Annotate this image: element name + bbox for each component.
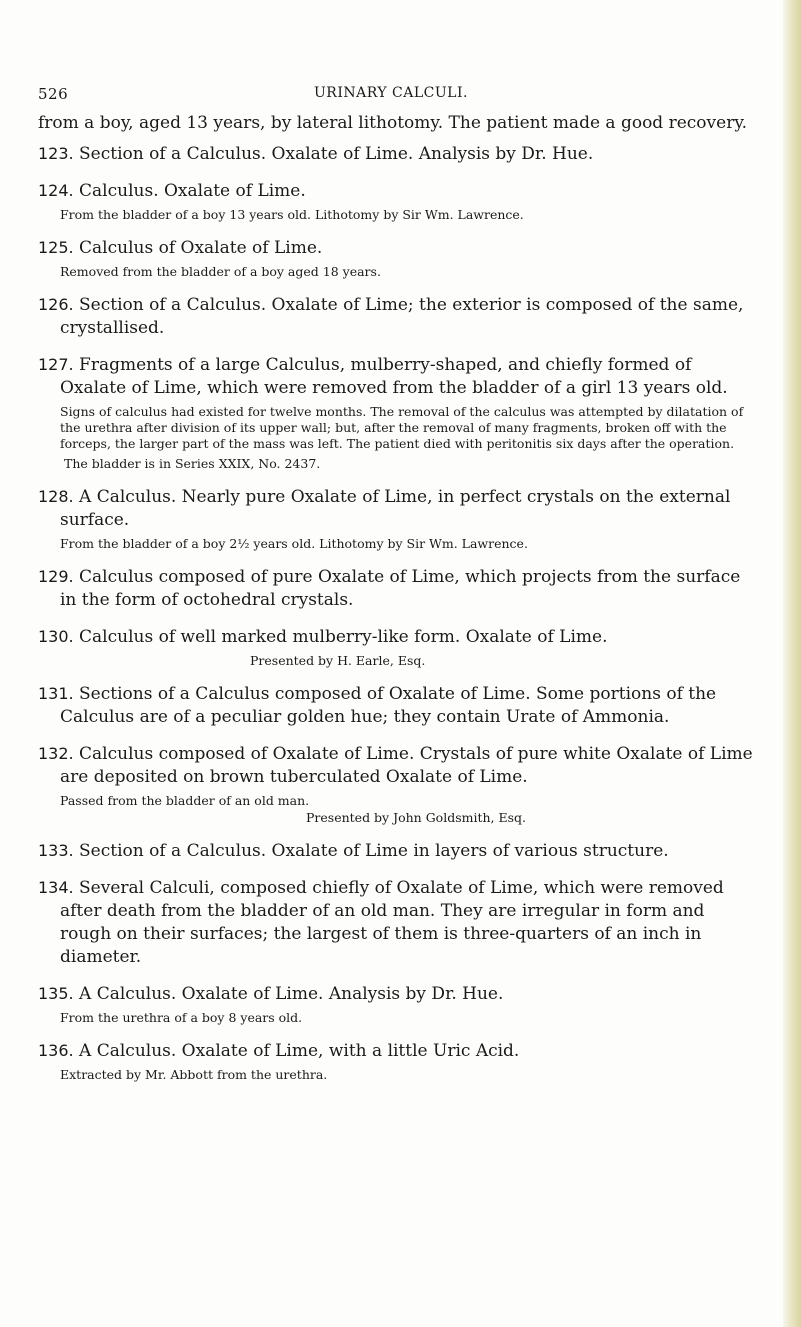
entry-note: Presented by John Goldsmith, Esq.: [306, 810, 527, 825]
entry-number: 130.: [38, 627, 74, 646]
catalogue-entry-127: [38, 353, 760, 472]
entry-number: 133.: [38, 841, 74, 860]
running-title: URINARY CALCULI.: [314, 85, 468, 101]
entry-note: From the bladder of a boy 2½ years old. Lithotomy by Sir Wm. Lawrence.: [60, 536, 528, 551]
entry-text: Several Calculi, composed chiefly of Oxalate of Lime, which were removed after death from the bladder of an old man. They are irregular in form and rough on their surfaces; the largest of them is three-quarters of an inch in diameter.: [60, 878, 724, 967]
entry-number: 127.: [38, 355, 74, 374]
entry-note: From the bladder of a boy 13 years old. Lithotomy by Sir Wm. Lawrence.: [60, 207, 524, 222]
catalogue-entry-128: [38, 485, 760, 552]
entry-number: 131.: [38, 684, 74, 703]
catalogue-entry-131: [38, 682, 760, 729]
entry-text: A Calculus. Oxalate of Lime. Analysis by Dr. Hue.: [79, 984, 504, 1004]
entry-note: Removed from the bladder of a boy aged 18 years.: [60, 264, 381, 279]
entry-number: 128.: [38, 487, 74, 506]
entry-note: Presented by H. Earle, Esq.: [250, 653, 426, 668]
entry-text: Fragments of a large Calculus, mulberry-shaped, and chiefly formed of Oxalate of Lime, which were removed from the bladder of a girl 13 years old.: [60, 355, 728, 398]
entry-text: Sections of a Calculus composed of Oxalate of Lime. Some portions of the Calculus are of a peculiar golden hue; they contain Urate of Ammonia.: [60, 684, 717, 727]
entry-number: 125.: [38, 238, 74, 257]
entry-note: The bladder is in Series XXIX, No. 2437.: [64, 456, 321, 471]
entry-number: 134.: [38, 878, 74, 897]
entry-number: 123.: [38, 144, 74, 163]
entry-text: Section of a Calculus. Oxalate of Lime in layers of various structure.: [79, 841, 669, 861]
entry-note: From the urethra of a boy 8 years old.: [60, 1010, 303, 1025]
entry-text: A Calculus. Nearly pure Oxalate of Lime, in perfect crystals on the external surface.: [60, 487, 731, 530]
entry-text: Calculus of well marked mulberry-like form. Oxalate of Lime.: [79, 627, 608, 647]
catalogue-entry-134: [38, 876, 760, 969]
page-body: [38, 112, 760, 1096]
page-number: 526: [38, 85, 69, 103]
catalogue-entry-123: [38, 142, 760, 166]
entry-text: Section of a Calculus. Oxalate of Lime; the exterior is composed of the same, crystallised.: [60, 295, 744, 338]
catalogue-entry-135: [38, 982, 760, 1026]
entry-note: Passed from the bladder of an old man.: [60, 793, 310, 808]
entry-text: Calculus. Oxalate of Lime.: [79, 181, 306, 201]
entry-text: Calculus composed of Oxalate of Lime. Crystals of pure white Oxalate of Lime are deposited on brown tuberculated Oxalate of Lime.: [60, 744, 753, 787]
catalogue-entry-125: [38, 236, 760, 280]
entry-note: Extracted by Mr. Abbott from the urethra.: [60, 1067, 328, 1082]
catalogue-entry-133: [38, 839, 760, 863]
entry-text: Section of a Calculus. Oxalate of Lime. Analysis by Dr. Hue.: [79, 144, 594, 164]
catalogue-entry-130: [38, 625, 760, 669]
entry-number: 126.: [38, 295, 74, 314]
continuation-paragraph: from a boy, aged 13 years, by lateral lithotomy. The patient made a good recovery.: [38, 113, 748, 133]
entry-text: Calculus composed of pure Oxalate of Lime, which projects from the surface in the form of octohedral crystals.: [60, 567, 741, 610]
entry-number: 124.: [38, 181, 74, 200]
entry-number: 136.: [38, 1041, 74, 1060]
catalogue-entry-132: [38, 742, 760, 826]
catalogue-entry-124: [38, 179, 760, 223]
catalogue-entry-126: [38, 293, 760, 340]
catalogue-entry-129: [38, 565, 760, 612]
entry-text: A Calculus. Oxalate of Lime, with a little Uric Acid.: [79, 1041, 520, 1061]
entry-text: Calculus of Oxalate of Lime.: [79, 238, 323, 258]
page-header: [38, 85, 738, 105]
entry-note: Signs of calculus had existed for twelve months. The removal of the calculus was attempted by dilatation of the urethra after division of its upper wall; but, after the removal of many fragments, broken off with the forceps, the larger part of the mass was left. The patient died with peritonitis six days after the operation.: [60, 404, 744, 451]
entry-number: 132.: [38, 744, 74, 763]
entry-number: 129.: [38, 567, 74, 586]
entry-number: 135.: [38, 984, 74, 1003]
page-edge-shadow: [783, 0, 801, 1327]
catalogue-entry-136: [38, 1039, 760, 1083]
